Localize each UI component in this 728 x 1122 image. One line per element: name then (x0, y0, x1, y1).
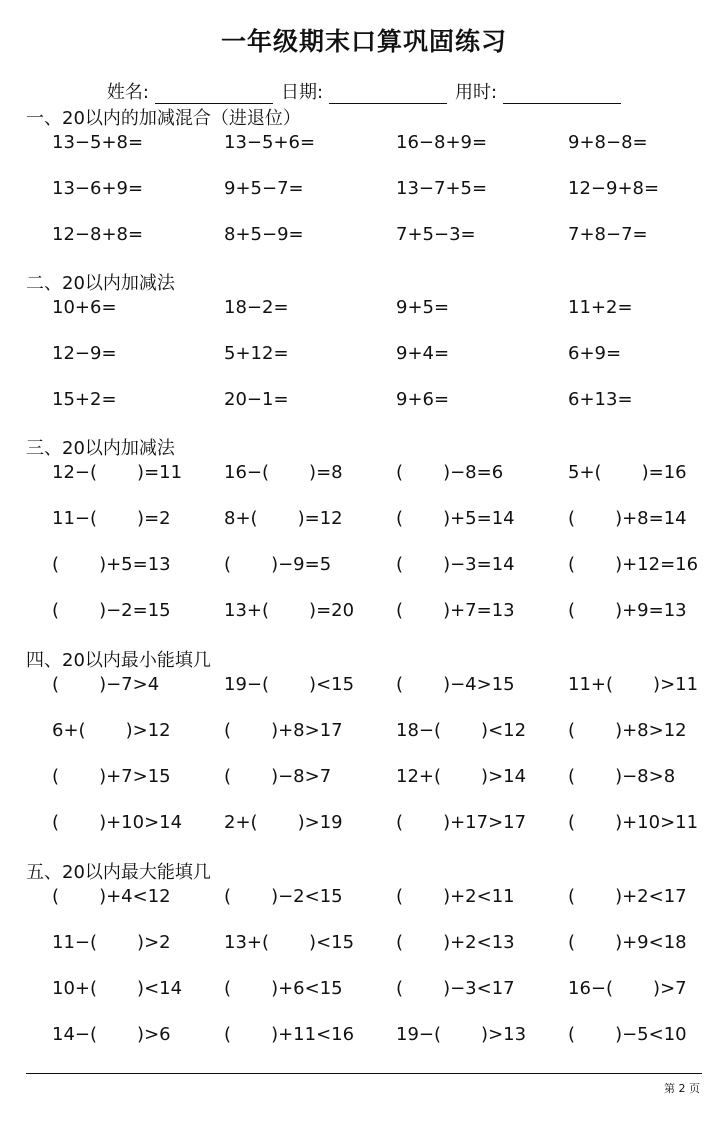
math-problem: 8+5−9= (224, 224, 304, 245)
problem-grid (52, 674, 706, 858)
math-problem: 5+12= (224, 343, 289, 364)
math-problem: ( )−8=6 (396, 462, 504, 483)
math-problem: ( )+5=13 (52, 554, 171, 575)
math-problem: ( )−9=5 (224, 554, 332, 575)
math-problem: ( )−8>8 (568, 766, 676, 787)
math-problem: ( )+2<17 (568, 886, 687, 907)
math-problem: ( )+2<11 (396, 886, 515, 907)
problem-grid (52, 297, 706, 435)
math-problem: 16−( )>7 (568, 978, 687, 999)
math-problem: ( )+10>11 (568, 812, 699, 833)
footer-divider (26, 1073, 702, 1074)
math-problem: 13−6+9= (52, 178, 144, 199)
math-problem: 15+2= (52, 389, 117, 410)
page-number: 第 2 页 (664, 1082, 700, 1095)
section-title: 一、20以内的加减混合（进退位） (26, 108, 301, 129)
date-field (281, 78, 447, 104)
section-title: 二、20以内加减法 (26, 273, 175, 294)
name-blank[interactable] (155, 83, 273, 104)
math-problem: 6+( )>12 (52, 720, 171, 741)
math-problem: 16−( )=8 (224, 462, 343, 483)
math-problem: 9+5= (396, 297, 450, 318)
math-problem: 9+6= (396, 389, 450, 410)
math-problem: 11−( )>2 (52, 932, 171, 953)
math-problem: 8+( )=12 (224, 508, 343, 529)
problem-grid (52, 132, 706, 270)
section-1 (26, 106, 706, 270)
math-problem: ( )+8=14 (568, 508, 687, 529)
math-problem: ( )−3=14 (396, 554, 515, 575)
section-4 (26, 648, 706, 858)
section-2 (26, 271, 706, 435)
math-problem: ( )+12=16 (568, 554, 699, 575)
math-problem: 18−( )<12 (396, 720, 527, 741)
math-problem: 13+( )=20 (224, 600, 355, 621)
math-problem: 16−8+9= (396, 132, 488, 153)
math-problem: ( )+7=13 (396, 600, 515, 621)
math-problem: 7+8−7= (568, 224, 648, 245)
math-problem: 13−7+5= (396, 178, 488, 199)
date-blank[interactable] (329, 83, 447, 104)
math-problem: ( )+2<13 (396, 932, 515, 953)
math-problem: ( )+17>17 (396, 812, 527, 833)
math-problem: 12−( )=11 (52, 462, 183, 483)
math-problem: ( )+7>15 (52, 766, 171, 787)
math-problem: ( )−7>4 (52, 674, 160, 695)
math-problem: ( )−3<17 (396, 978, 515, 999)
date-label: 日期: (280, 82, 324, 103)
math-problem: 12−9+8= (568, 178, 660, 199)
student-info-row (0, 78, 728, 104)
math-problem: ( )−4>15 (396, 674, 515, 695)
math-problem: 19−( )<15 (224, 674, 355, 695)
section-title: 三、20以内加减法 (26, 438, 175, 459)
math-problem: ( )+6<15 (224, 978, 343, 999)
math-problem: 5+( )=16 (568, 462, 687, 483)
math-problem: ( )+4<12 (52, 886, 171, 907)
time-field (455, 78, 621, 104)
math-problem: 9+4= (396, 343, 450, 364)
math-problem: 6+9= (568, 343, 622, 364)
math-problem: 18−2= (224, 297, 289, 318)
name-label: 姓名: (106, 82, 149, 103)
page-title: 一年级期末口算巩固练习 (220, 27, 507, 56)
section-title: 五、20以内最大能填几 (26, 862, 211, 883)
math-problem: ( )+9<18 (568, 932, 687, 953)
math-problem: 9+8−8= (568, 132, 648, 153)
problem-grid (52, 886, 706, 1070)
math-problem: ( )+8>12 (568, 720, 687, 741)
math-problem: ( )+8>17 (224, 720, 343, 741)
time-label: 用时: (455, 82, 498, 103)
name-field (107, 78, 273, 104)
math-problem: 11+2= (568, 297, 633, 318)
math-problem: ( )−8>7 (224, 766, 332, 787)
math-problem: 13−5+6= (224, 132, 316, 153)
math-problem: 13+( )<15 (224, 932, 355, 953)
section-5 (26, 860, 706, 1070)
math-problem: ( )+9=13 (568, 600, 687, 621)
math-problem: 12−8+8= (52, 224, 144, 245)
math-problem: 12−9= (52, 343, 117, 364)
problem-grid (52, 462, 706, 646)
math-problem: 19−( )>13 (396, 1024, 527, 1045)
math-problem: 14−( )>6 (52, 1024, 171, 1045)
section-3 (26, 436, 706, 646)
math-problem: ( )+10>14 (52, 812, 183, 833)
math-problem: 2+( )>19 (224, 812, 343, 833)
math-problem: ( )−5<10 (568, 1024, 687, 1045)
math-problem: ( )+5=14 (396, 508, 515, 529)
math-problem: 12+( )>14 (396, 766, 527, 787)
math-problem: ( )+11<16 (224, 1024, 355, 1045)
math-problem: ( )−2=15 (52, 600, 171, 621)
math-problem: 11−( )=2 (52, 508, 171, 529)
math-problem: ( )−2<15 (224, 886, 343, 907)
math-problem: 20−1= (224, 389, 289, 410)
math-problem: 11+( )>11 (568, 674, 699, 695)
math-problem: 7+5−3= (396, 224, 476, 245)
math-problem: 13−5+8= (52, 132, 144, 153)
math-problem: 6+13= (568, 389, 633, 410)
time-blank[interactable] (503, 83, 621, 104)
section-title: 四、20以内最小能填几 (26, 650, 211, 671)
math-problem: 9+5−7= (224, 178, 304, 199)
math-problem: 10+( )<14 (52, 978, 183, 999)
math-problem: 10+6= (52, 297, 117, 318)
